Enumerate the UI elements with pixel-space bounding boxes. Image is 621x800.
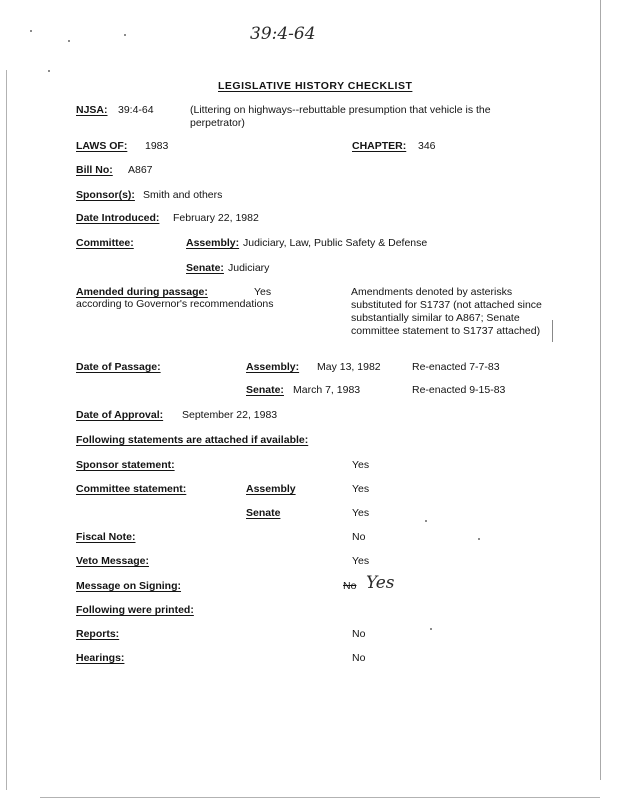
veto-message-label: Veto Message: <box>76 555 149 567</box>
bill-no-value: A867 <box>128 164 153 176</box>
passage-senate-reenacted: Re-enacted 9-15-83 <box>412 384 506 396</box>
left-scan-edge <box>6 70 7 790</box>
passage-assembly-label: Assembly: <box>246 361 300 373</box>
sponsor-statement-label: Sponsor statement: <box>76 459 175 471</box>
signing-message-handwritten-value: Yes <box>366 573 395 593</box>
amended-value: Yes <box>254 286 272 298</box>
sponsors-value: Smith and others <box>143 189 223 201</box>
attached-heading: Following statements are attached if available: <box>76 434 309 446</box>
committee-statement-senate-value: Yes <box>352 507 370 519</box>
veto-message-value: Yes <box>352 555 370 567</box>
committee-statement-senate-label: Senate <box>246 507 281 519</box>
signing-message-label: Message on Signing: <box>76 580 182 592</box>
njsa-value: 39:4-64 <box>118 104 154 116</box>
sponsors-label: Sponsor(s): <box>76 189 135 201</box>
committee-label: Committee: <box>76 237 134 249</box>
scan-speck <box>30 30 32 32</box>
reports-value: No <box>352 628 366 640</box>
laws-of-label: LAWS OF: <box>76 140 128 152</box>
signing-message-struck-value: No <box>343 580 357 592</box>
committee-statement-assembly-label: Assembly <box>246 483 296 495</box>
amended-label: Amended during passage: <box>76 286 208 298</box>
fiscal-note-value: No <box>352 531 366 543</box>
passage-assembly-value: May 13, 1982 <box>317 361 381 373</box>
page-title: LEGISLATIVE HISTORY CHECKLIST <box>218 80 413 92</box>
committee-assembly-value: Judiciary, Law, Public Safety & Defense <box>243 237 428 249</box>
printed-heading: Following were printed: <box>76 604 194 616</box>
hearings-label: Hearings: <box>76 652 125 664</box>
scan-speck <box>425 520 427 522</box>
date-introduced-value: February 22, 1982 <box>173 212 259 224</box>
passage-assembly-reenacted: Re-enacted 7-7-83 <box>412 361 500 373</box>
passage-senate-label: Senate: <box>246 384 284 396</box>
amended-remark: Amendments denoted by asterisks substituted for S1737 (not attached since substantially similar to A867; Senate committee statement to S1737 attached) <box>351 286 542 338</box>
passage-label: Date of Passage: <box>76 361 161 373</box>
amended-note: according to Governor's recommendations <box>76 298 274 310</box>
scan-speck <box>68 40 70 42</box>
committee-senate-value: Judiciary <box>228 262 270 274</box>
approval-label: Date of Approval: <box>76 409 164 421</box>
committee-statement-assembly-value: Yes <box>352 483 370 495</box>
committee-statement-label: Committee statement: <box>76 483 187 495</box>
scan-speck <box>430 628 432 630</box>
committee-senate-label: Senate: <box>186 262 224 274</box>
bill-no-label: Bill No: <box>76 164 113 176</box>
passage-senate-value: March 7, 1983 <box>293 384 361 396</box>
handwritten-statute-number: 39:4-64 <box>250 24 316 44</box>
scan-speck <box>478 538 480 540</box>
right-scan-edge <box>600 0 601 780</box>
chapter-label: CHAPTER: <box>352 140 407 152</box>
committee-assembly-label: Assembly: <box>186 237 240 249</box>
bottom-scan-edge <box>40 797 600 798</box>
scan-speck <box>48 70 50 72</box>
njsa-label: NJSA: <box>76 104 108 116</box>
hearings-value: No <box>352 652 366 664</box>
date-introduced-label: Date Introduced: <box>76 212 160 224</box>
approval-value: September 22, 1983 <box>182 409 278 421</box>
fiscal-note-label: Fiscal Note: <box>76 531 136 543</box>
chapter-value: 346 <box>418 140 436 152</box>
sponsor-statement-value: Yes <box>352 459 370 471</box>
scan-speck <box>124 34 126 36</box>
margin-mark <box>552 320 553 342</box>
reports-label: Reports: <box>76 628 120 640</box>
laws-of-value: 1983 <box>145 140 169 152</box>
njsa-description: (Littering on highways--rebuttable presumption that vehicle is the perpetrator) <box>190 104 491 130</box>
